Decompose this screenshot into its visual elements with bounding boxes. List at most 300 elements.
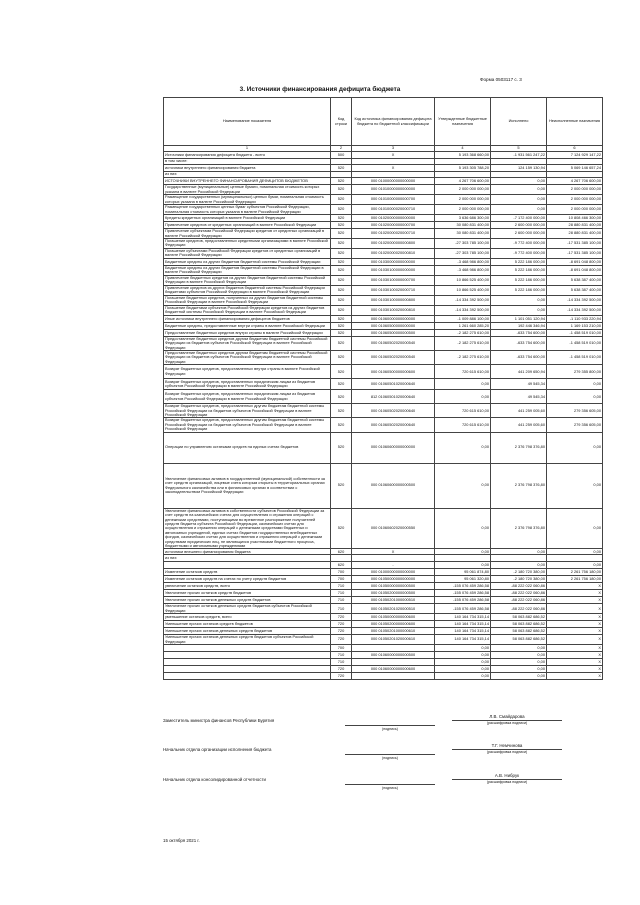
row-source-code: 000 01010000020000710 <box>352 205 435 215</box>
signature-line <box>345 754 435 755</box>
row-source-code: 000 01050000000000500 <box>352 583 435 590</box>
row-source-code: 000 01030000000000000 <box>352 258 435 265</box>
row-code: 710 <box>331 590 352 597</box>
row-approved: -155 076 459 286,58 <box>435 590 491 597</box>
row-code: 520 <box>331 222 352 229</box>
table-row <box>164 322 603 329</box>
table-row <box>164 248 603 258</box>
row-source-code: 000 01000000000000000 <box>352 569 435 576</box>
row-unexecuted: 0,00 <box>547 549 603 555</box>
row-code: 710 <box>331 658 352 665</box>
row-name: Увеличение финансовых активов в государственной (муниципальной) собственности за счет средств организаций, лицевые счета которым открыты в территориальных органах Федерального казначейства или в финансовых органах в соответствии с законодательством Российской Федерации <box>164 463 331 508</box>
row-code: 520 <box>331 295 352 305</box>
row-unexecuted: X <box>547 604 603 614</box>
row-code: 620 <box>331 549 352 555</box>
row-approved: -155 076 459 286,58 <box>435 604 491 614</box>
row-executed: 0,00 <box>491 195 547 205</box>
row-approved: 720 615 610,00 <box>435 365 491 379</box>
row-unexecuted: -17 531 385 100,00 <box>547 248 603 258</box>
row-approved: 0,00 <box>435 508 491 549</box>
row-name: Кредиты кредитных организаций в валюте Российской Федерации <box>164 215 331 222</box>
row-source-code: X <box>352 152 435 159</box>
signature-role: Начальник отдела организации исполнения бюджета <box>163 747 272 752</box>
row-name: Государственные (муниципальные) ценные бумаги, номинальная стоимость которых указана в валюте Российской Федерации <box>164 185 331 195</box>
row-approved: 0,00 <box>435 432 491 463</box>
table-row <box>164 628 603 635</box>
row-name: Увеличение прочих остатков денежных средств бюджетов <box>164 597 331 604</box>
row-code: 720 <box>331 665 352 672</box>
row-name: Увеличение прочих остатков денежных средств бюджетов субъектов Российской Федерации <box>164 604 331 614</box>
row-approved: 1 261 660 285,20 <box>435 322 491 329</box>
row-name: Предоставление бюджетных кредитов другим бюджетам бюджетной системы Российской Федерации из бюджетов субъектов Российской Федерации в валюте Российской Федерации <box>164 336 331 350</box>
table-row <box>164 215 603 222</box>
row-executed: -88 222 022 060,86 <box>491 597 547 604</box>
row-executed: 0,00 <box>491 651 547 658</box>
report-date: 15 октября 2021 г. <box>163 838 200 843</box>
row-approved: 140 164 734 315,14 <box>435 614 491 621</box>
table-row <box>164 229 603 239</box>
table-row <box>164 205 603 215</box>
header-executed: Исполнено <box>491 98 547 146</box>
row-approved: 0,00 <box>435 562 491 569</box>
row-approved: -155 076 459 286,58 <box>435 597 491 604</box>
row-source-code <box>352 644 435 651</box>
row-unexecuted: 279 356 605,00 <box>547 418 603 432</box>
row-unexecuted: X <box>547 658 603 665</box>
row-approved: 95 061 874,80 <box>435 569 491 576</box>
row-approved: 0,00 <box>435 672 491 679</box>
row-code: 700 <box>331 569 352 576</box>
table-row <box>164 265 603 275</box>
row-name: Привлечение бюджетных кредитов из других бюджетов бюджетной системы Российской Федерации в валюте Российской Федерации <box>164 275 331 285</box>
row-unexecuted: 279 356 605,00 <box>547 404 603 418</box>
row-unexecuted: 2 261 756 180,00 <box>547 569 603 576</box>
row-source-code: 000 01050000000000000 <box>352 576 435 583</box>
row-source-code: - <box>352 562 435 569</box>
row-code: 520 <box>331 463 352 508</box>
row-unexecuted <box>547 555 603 562</box>
row-approved <box>435 555 491 562</box>
table-row <box>164 336 603 350</box>
row-code: 520 <box>331 265 352 275</box>
row-code: 520 <box>331 205 352 215</box>
row-code: 520 <box>331 275 352 285</box>
row-executed: -9 772 400 000,00 <box>491 239 547 249</box>
table-row <box>164 315 603 322</box>
row-approved: 5 193 368 660,00 <box>435 152 491 159</box>
table-header-row <box>164 98 603 146</box>
table-row <box>164 672 603 679</box>
row-name: Иные источники внутреннего финансирования дефицитов бюджетов <box>164 315 331 322</box>
row-code: 520 <box>331 305 352 315</box>
row-name: Привлечение субъектами Российской Федерации кредитов от кредитных организаций в валюте Российской Федерации <box>164 229 331 239</box>
signature-caption: (подпись) <box>382 756 398 760</box>
row-code: 520 <box>331 432 352 463</box>
row-source-code: 000 01060502020000540 <box>352 336 435 350</box>
row-unexecuted: X <box>547 635 603 645</box>
row-code: 520 <box>331 239 352 249</box>
table-row <box>164 178 603 185</box>
row-executed: 0,00 <box>491 672 547 679</box>
row-code: 520 <box>331 248 352 258</box>
row-executed: 2 600 000 000,00 <box>491 229 547 239</box>
row-approved: 0,00 <box>435 549 491 555</box>
row-approved: 2 000 000 000,00 <box>435 195 491 205</box>
row-source-code <box>352 672 435 679</box>
row-unexecuted: X <box>547 583 603 590</box>
row-unexecuted: 2 000 000 000,00 <box>547 205 603 215</box>
row-unexecuted: 0,00 <box>547 508 603 549</box>
row-unexecuted: -14 334 392 500,00 <box>547 295 603 305</box>
row-executed: -1 931 561 247,22 <box>491 152 547 159</box>
column-index: 2 <box>331 146 352 152</box>
row-unexecuted: 28 880 831 400,00 <box>547 222 603 229</box>
row-approved: 3 636 686 300,00 <box>435 215 491 222</box>
table-row <box>164 562 603 569</box>
row-unexecuted: 279 355 800,00 <box>547 365 603 379</box>
row-approved: 2 000 000 000,00 <box>435 205 491 215</box>
row-source-code: 000 01010000000000700 <box>352 195 435 205</box>
row-code: 700 <box>331 644 352 651</box>
table-row <box>164 644 603 651</box>
header-approved: Утвержденные бюджетные назначения <box>435 98 491 146</box>
row-source-code: 000 01020000020000810 <box>352 248 435 258</box>
row-unexecuted: -1 110 933 220,94 <box>547 315 603 322</box>
row-unexecuted: -1 458 519 010,00 <box>547 351 603 365</box>
row-unexecuted: 1 169 153 210,00 <box>547 322 603 329</box>
row-source-code: 000 01050200000000600 <box>352 621 435 628</box>
row-code: 520 <box>331 336 352 350</box>
row-unexecuted: 5 638 387 400,00 <box>547 285 603 295</box>
row-code: 710 <box>331 651 352 658</box>
row-executed: -633 754 600,00 <box>491 336 547 350</box>
row-approved: -2 182 275 610,00 <box>435 336 491 350</box>
table-row <box>164 351 603 365</box>
row-unexecuted: X <box>547 651 603 658</box>
row-name: Размещение государственных (муниципальных) ценных бумаг, номинальная стоимость которых указана в валюте Российской Федерации <box>164 195 331 205</box>
table-row <box>164 590 603 597</box>
table-row <box>164 418 603 432</box>
row-code <box>331 555 352 562</box>
table-row <box>164 614 603 621</box>
row-source-code: 000 01050201000000610 <box>352 628 435 635</box>
row-code: 520 <box>331 258 352 265</box>
row-code: 710 <box>331 597 352 604</box>
row-unexecuted: X <box>547 665 603 672</box>
table-row <box>164 621 603 628</box>
row-name: Бюджетные кредиты из других бюджетов бюджетной системы Российской Федерации <box>164 258 331 265</box>
table-row <box>164 569 603 576</box>
row-executed: 0,00 <box>491 658 547 665</box>
row-code: 720 <box>331 621 352 628</box>
row-code: 700 <box>331 576 352 583</box>
table-row <box>164 379 603 390</box>
row-executed: 192 446 346,94 <box>491 322 547 329</box>
row-source-code: 000 01030100020000810 <box>352 305 435 315</box>
row-code: 520 <box>331 285 352 295</box>
row-source-code: 000 01030100000000800 <box>352 295 435 305</box>
row-executed: -633 754 600,00 <box>491 329 547 336</box>
row-name: Привлечение кредитов от кредитных организаций в валюте Российской Федерации <box>164 222 331 229</box>
row-name: из них: <box>164 555 331 562</box>
column-index: 3 <box>352 146 435 152</box>
row-approved: 0,00 <box>435 651 491 658</box>
row-name: уменьшение остатков средств, всего <box>164 614 331 621</box>
row-name <box>164 644 331 651</box>
row-name: из них: <box>164 172 331 178</box>
row-name: ИСТОЧНИКИ ВНУТРЕННЕГО ФИНАНСИРОВАНИЯ ДЕФИЦИТОВ БЮДЖЕТОВ <box>164 178 331 185</box>
row-name: Размещение государственных ценных бумаг субъектов Российской Федерации, номинальная стоимость которых указана в валюте Российской Федерации <box>164 205 331 215</box>
row-unexecuted: 5 638 387 400,00 <box>547 275 603 285</box>
row-unexecuted: 4 267 706 600,00 <box>547 178 603 185</box>
signature-caption: (подпись) <box>382 786 398 790</box>
row-name <box>164 562 331 569</box>
row-name: Возврат бюджетных кредитов, предоставленных другим бюджетам бюджетной системы Российской Федерации из бюджетов субъектов Российской Федерации в валюте Российской Федерации <box>164 404 331 418</box>
row-executed: -7 172 400 000,00 <box>491 215 547 222</box>
row-approved: 10 866 525 400,00 <box>435 285 491 295</box>
row-code: 520 <box>331 418 352 432</box>
row-source-code: 000 01060501020000640 <box>352 379 435 390</box>
row-approved: 4 267 706 600,00 <box>435 178 491 185</box>
table-row <box>164 305 603 315</box>
table-row <box>164 295 603 305</box>
row-source-code: 000 01060602020000550 <box>352 508 435 549</box>
row-code: 520 <box>331 215 352 222</box>
row-unexecuted: 0,00 <box>547 432 603 463</box>
table-row <box>164 432 603 463</box>
row-code: 520 <box>331 390 352 404</box>
header-unexecuted: Неисполненные назначения <box>547 98 603 146</box>
row-source-code: 000 01060502020000640 <box>352 404 435 418</box>
financing-sources-table <box>163 97 603 680</box>
row-name: Предоставление бюджетных кредитов другим бюджетам бюджетной системы Российской Федерации из бюджетов субъектов Российской Федерации в валюте Российской Федерации <box>164 351 331 365</box>
table-row <box>164 508 603 549</box>
row-code: 520 <box>331 351 352 365</box>
row-name: Уменьшение прочих остатков средств бюджетов <box>164 621 331 628</box>
row-unexecuted: 2 261 756 180,00 <box>547 576 603 583</box>
row-code: 720 <box>331 635 352 645</box>
row-source-code: 000 01050200000000500 <box>352 590 435 597</box>
row-source-code: 000 01020000000000800 <box>352 239 435 249</box>
signature-role: Начальник отдела консолидированной отчетности <box>163 777 266 782</box>
row-executed: 5 222 186 000,00 <box>491 275 547 285</box>
row-unexecuted: 5 069 146 657,24 <box>547 165 603 172</box>
row-approved: 140 164 734 315,14 <box>435 635 491 645</box>
row-executed: 2 600 000 000,00 <box>491 222 547 229</box>
row-executed: 49 545,34 <box>491 379 547 390</box>
row-executed: 5 222 186 000,00 <box>491 258 547 265</box>
table-row <box>164 583 603 590</box>
row-name <box>164 672 331 679</box>
row-name: Привлечение кредитов из других бюджетов бюджетной системы Российской Федерации бюджетами субъектов Российской Федерации в валюте Российской Федерации <box>164 285 331 295</box>
table-row <box>164 665 603 672</box>
row-executed: 5 222 186 000,00 <box>491 285 547 295</box>
table-row <box>164 285 603 295</box>
row-executed: -2 180 720 380,00 <box>491 576 547 583</box>
row-code: 520 <box>331 315 352 322</box>
row-executed: 58 063 882 686,52 <box>491 614 547 621</box>
row-unexecuted: X <box>547 614 603 621</box>
row-executed: -2 180 720 380,00 <box>491 569 547 576</box>
row-unexecuted: 2 000 000 000,00 <box>547 195 603 205</box>
row-name: Предоставление бюджетных кредитов внутри страны в валюте Российской Федерации <box>164 329 331 336</box>
table-row <box>164 258 603 265</box>
row-unexecuted: -14 334 392 500,00 <box>547 305 603 315</box>
row-source-code: 000 01060502020000540 <box>352 351 435 365</box>
row-approved: -3 468 986 800,00 <box>435 258 491 265</box>
row-name: увеличение остатков средств, всего <box>164 583 331 590</box>
row-code: 710 <box>331 604 352 614</box>
row-approved: -27 303 785 100,00 <box>435 239 491 249</box>
row-unexecuted: -1 458 519 010,00 <box>547 336 603 350</box>
row-source-code: 000 01060600000000500 <box>352 463 435 508</box>
column-index: 4 <box>435 146 491 152</box>
table-row <box>164 658 603 665</box>
row-approved: 0,00 <box>435 390 491 404</box>
row-source-code: 000 01060000000000000 <box>352 315 435 322</box>
row-name: Операции по управлению остатками средств на единых счетах бюджетов <box>164 432 331 463</box>
signature-line <box>345 725 435 726</box>
row-name: источники внутреннего финансирования бюджета <box>164 165 331 172</box>
row-approved: -155 076 459 286,58 <box>435 583 491 590</box>
row-unexecuted: -1 458 519 010,00 <box>547 329 603 336</box>
row-executed: 1 101 051 120,94 <box>491 315 547 322</box>
row-executed: -633 754 600,00 <box>491 351 547 365</box>
signature-caption: (расшифровка подписи) <box>486 780 528 784</box>
row-source-code: 000 01060500000000000 <box>352 322 435 329</box>
row-approved: 2 000 000 000,00 <box>435 185 491 195</box>
signature-name: А.В. Нибрук <box>494 773 520 778</box>
row-name: Погашение бюджетных кредитов, полученных из других бюджетов бюджетной системы Российской Федерации в валюте Российской Федерации <box>164 295 331 305</box>
row-executed: 0,00 <box>491 549 547 555</box>
row-source-code: 000 01030100020000710 <box>352 285 435 295</box>
row-unexecuted: -8 691 048 800,00 <box>547 265 603 275</box>
row-approved: -14 334 392 500,00 <box>435 305 491 315</box>
form-code: Форма 0503117 с. 3 <box>480 77 522 82</box>
row-name: Увеличение прочих остатков средств бюджетов <box>164 590 331 597</box>
row-code: 620 <box>331 562 352 569</box>
row-approved: 140 164 734 315,14 <box>435 628 491 635</box>
row-executed: 58 063 882 686,52 <box>491 628 547 635</box>
row-unexecuted: 28 880 831 400,00 <box>547 229 603 239</box>
row-unexecuted: 0,00 <box>547 562 603 569</box>
row-name: Возврат бюджетных кредитов, предоставленных внутри страны в валюте Российской Федерации <box>164 365 331 379</box>
row-code: 520 <box>331 404 352 418</box>
row-approved: -14 334 392 500,00 <box>435 295 491 305</box>
row-executed: 2 376 798 376,80 <box>491 508 547 549</box>
row-source-code <box>352 658 435 665</box>
row-name <box>164 665 331 672</box>
row-source-code: 812 01060501020000640 <box>352 390 435 404</box>
row-source-code: 000 01060500000000500 <box>352 329 435 336</box>
row-approved: 0,00 <box>435 658 491 665</box>
row-code: 520 <box>331 322 352 329</box>
row-executed: 0,00 <box>491 295 547 305</box>
column-index: 5 <box>491 146 547 152</box>
row-executed: 2 376 798 376,80 <box>491 432 547 463</box>
row-approved: -1 009 886 100,00 <box>435 315 491 322</box>
row-unexecuted: X <box>547 644 603 651</box>
row-approved: -2 182 275 610,00 <box>435 351 491 365</box>
row-approved: 0,00 <box>435 665 491 672</box>
row-code: 710 <box>331 583 352 590</box>
table-row <box>164 275 603 285</box>
row-approved: 0,00 <box>435 379 491 390</box>
table-row <box>164 635 603 645</box>
row-executed: 0,00 <box>491 562 547 569</box>
table-row <box>164 239 603 249</box>
row-source-code: 000 01050201020000610 <box>352 635 435 645</box>
row-code: 520 <box>331 195 352 205</box>
row-executed: 0,00 <box>491 665 547 672</box>
row-code: 520 <box>331 379 352 390</box>
row-source-code: X <box>352 165 435 172</box>
row-source-code: 000 01050000000000600 <box>352 614 435 621</box>
row-source-code: 000 01060502020000640 <box>352 418 435 432</box>
table-row <box>164 195 603 205</box>
row-approved: 720 615 610,00 <box>435 418 491 432</box>
row-source-code: 000 01060000000000600 <box>352 665 435 672</box>
table-row <box>164 329 603 336</box>
row-approved: -27 303 785 100,00 <box>435 248 491 258</box>
row-approved: 30 080 831 400,00 <box>435 229 491 239</box>
row-approved: 10 866 525 400,00 <box>435 275 491 285</box>
row-unexecuted: 2 000 000 000,00 <box>547 185 603 195</box>
row-executed: 0,00 <box>491 178 547 185</box>
row-code: 520 <box>331 185 352 195</box>
signature-role: Заместитель министра финансов Республики Бурятия <box>163 718 275 723</box>
row-code: 520 <box>331 178 352 185</box>
row-unexecuted: 0,00 <box>547 463 603 508</box>
row-unexecuted: -17 531 385 100,00 <box>547 239 603 249</box>
signature-name: Т.Г. Немчинова <box>491 743 523 748</box>
row-executed: -88 222 022 060,86 <box>491 590 547 597</box>
row-source-code: 000 01020000020000710 <box>352 229 435 239</box>
signature-caption: (расшифровка подписи) <box>486 721 528 725</box>
table-row <box>164 555 603 562</box>
row-approved: 0,00 <box>435 644 491 651</box>
row-code: 520 <box>331 365 352 379</box>
row-name: в том числе: <box>164 159 331 165</box>
row-unexecuted: 7 124 929 147,22 <box>547 152 603 159</box>
row-executed: -9 772 400 000,00 <box>491 248 547 258</box>
table-row <box>164 597 603 604</box>
row-source-code: 000 01000000000000000 <box>352 178 435 185</box>
row-name: Погашение кредитов, предоставленных кредитными организациями в валюте Российской Федерации <box>164 239 331 249</box>
row-name: Бюджетные кредиты, предоставленные внутри страны в валюте Российской Федерации <box>164 322 331 329</box>
row-source-code: 000 01010000000000000 <box>352 185 435 195</box>
row-approved: 95 061 320,80 <box>435 576 491 583</box>
signature-caption: (расшифровка подписи) <box>486 750 528 754</box>
row-name: Уменьшение прочих остатков денежных средств бюджетов <box>164 628 331 635</box>
row-source-code: X <box>352 549 435 555</box>
table-row <box>164 604 603 614</box>
row-code: 720 <box>331 614 352 621</box>
row-approved: 720 615 610,00 <box>435 404 491 418</box>
row-unexecuted: X <box>547 597 603 604</box>
row-unexecuted: X <box>547 628 603 635</box>
row-executed: 5 222 186 000,00 <box>491 265 547 275</box>
row-code: 720 <box>331 672 352 679</box>
row-unexecuted: 10 808 466 300,00 <box>547 215 603 222</box>
row-name <box>164 651 331 658</box>
row-executed: 0,00 <box>491 305 547 315</box>
row-executed: 441 259 005,60 <box>491 404 547 418</box>
table-row <box>164 152 603 159</box>
row-approved: 140 164 734 315,14 <box>435 621 491 628</box>
row-code: 500 <box>331 152 352 159</box>
row-approved: 30 080 831 400,00 <box>435 222 491 229</box>
